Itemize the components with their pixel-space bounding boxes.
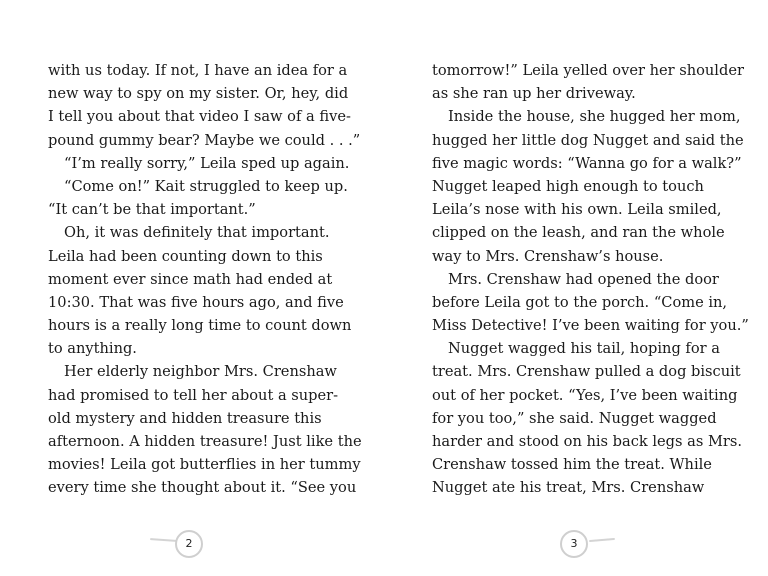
text-line: harder and stood on his back legs as Mrs.	[432, 433, 743, 450]
text-line: afternoon. A hidden treasure! Just like the	[48, 433, 362, 450]
text-line: moment ever since math had ended at	[48, 270, 333, 288]
page-number-rule	[150, 538, 177, 542]
page-number-left: 2	[175, 530, 203, 558]
text-line: before Leila got to the porch. “Come in,	[432, 293, 728, 311]
text-line: Inside the house, she hugged her mom,	[448, 108, 741, 126]
text-line: pound gummy bear? Maybe we could . . .”	[48, 131, 361, 149]
text-line: Oh, it was definitely that important.	[64, 224, 330, 242]
text-line: to anything.	[48, 340, 137, 358]
page-number-rule	[589, 538, 615, 542]
text-line: new way to spy on my sister. Or, hey, did	[48, 85, 349, 103]
text-line: out of her pocket. “Yes, I’ve been waiting	[432, 386, 738, 404]
left-page-text	[48, 59, 362, 500]
text-line: “Come on!” Kait struggled to keep up.	[64, 177, 348, 195]
text-line: “I’m really sorry,” Leila sped up again.	[64, 154, 350, 172]
text-line: Mrs. Crenshaw had opened the door	[448, 270, 719, 288]
right-page-text	[432, 59, 749, 500]
text-line: Nugget ate his treat, Mrs. Crenshaw	[432, 479, 705, 497]
text-line: Nugget wagged his tail, hoping for a	[448, 340, 720, 358]
text-line: for you too,” she said. Nugget wagged	[432, 409, 717, 427]
page-number-badge	[175, 530, 205, 560]
text-line: hours is a really long time to count down	[48, 317, 352, 335]
text-line: tomorrow!” Leila yelled over her shoulder	[432, 62, 744, 79]
text-line: way to Mrs. Crenshaw’s house.	[432, 247, 664, 265]
text-line: “It can’t be that important.”	[48, 201, 256, 219]
text-line: Leila’s nose with his own. Leila smiled,	[432, 201, 722, 219]
text-line: every time she thought about it. “See you	[48, 479, 357, 497]
text-line: Nugget leaped high enough to touch	[432, 177, 704, 195]
text-line: Miss Detective! I’ve been waiting for you.”	[432, 317, 749, 335]
text-line: old mystery and hidden treasure this	[48, 409, 322, 427]
page-number-badge	[560, 530, 590, 560]
text-line: clipped on the leash, and ran the whole	[432, 224, 725, 242]
text-line: hugged her little dog Nugget and said the	[432, 131, 744, 149]
text-line: Leila had been counting down to this	[48, 247, 323, 265]
text-line: Crenshaw tossed him the treat. While	[432, 456, 712, 474]
text-line: five magic words: “Wanna go for a walk?”	[432, 154, 742, 172]
page-number-right: 3	[560, 530, 588, 558]
text-line: movies! Leila got butterflies in her tummy	[48, 456, 361, 474]
text-line: as she ran up her driveway.	[432, 85, 636, 103]
text-line: Her elderly neighbor Mrs. Crenshaw	[64, 363, 337, 381]
text-line: had promised to tell her about a super-	[48, 386, 339, 404]
text-line: I tell you about that video I saw of a five-	[48, 108, 351, 126]
text-line: 10:30. That was five hours ago, and five	[48, 293, 344, 311]
text-line: with us today. If not, I have an idea for a	[48, 62, 348, 79]
text-line: treat. Mrs. Crenshaw pulled a dog biscuit	[432, 363, 741, 381]
